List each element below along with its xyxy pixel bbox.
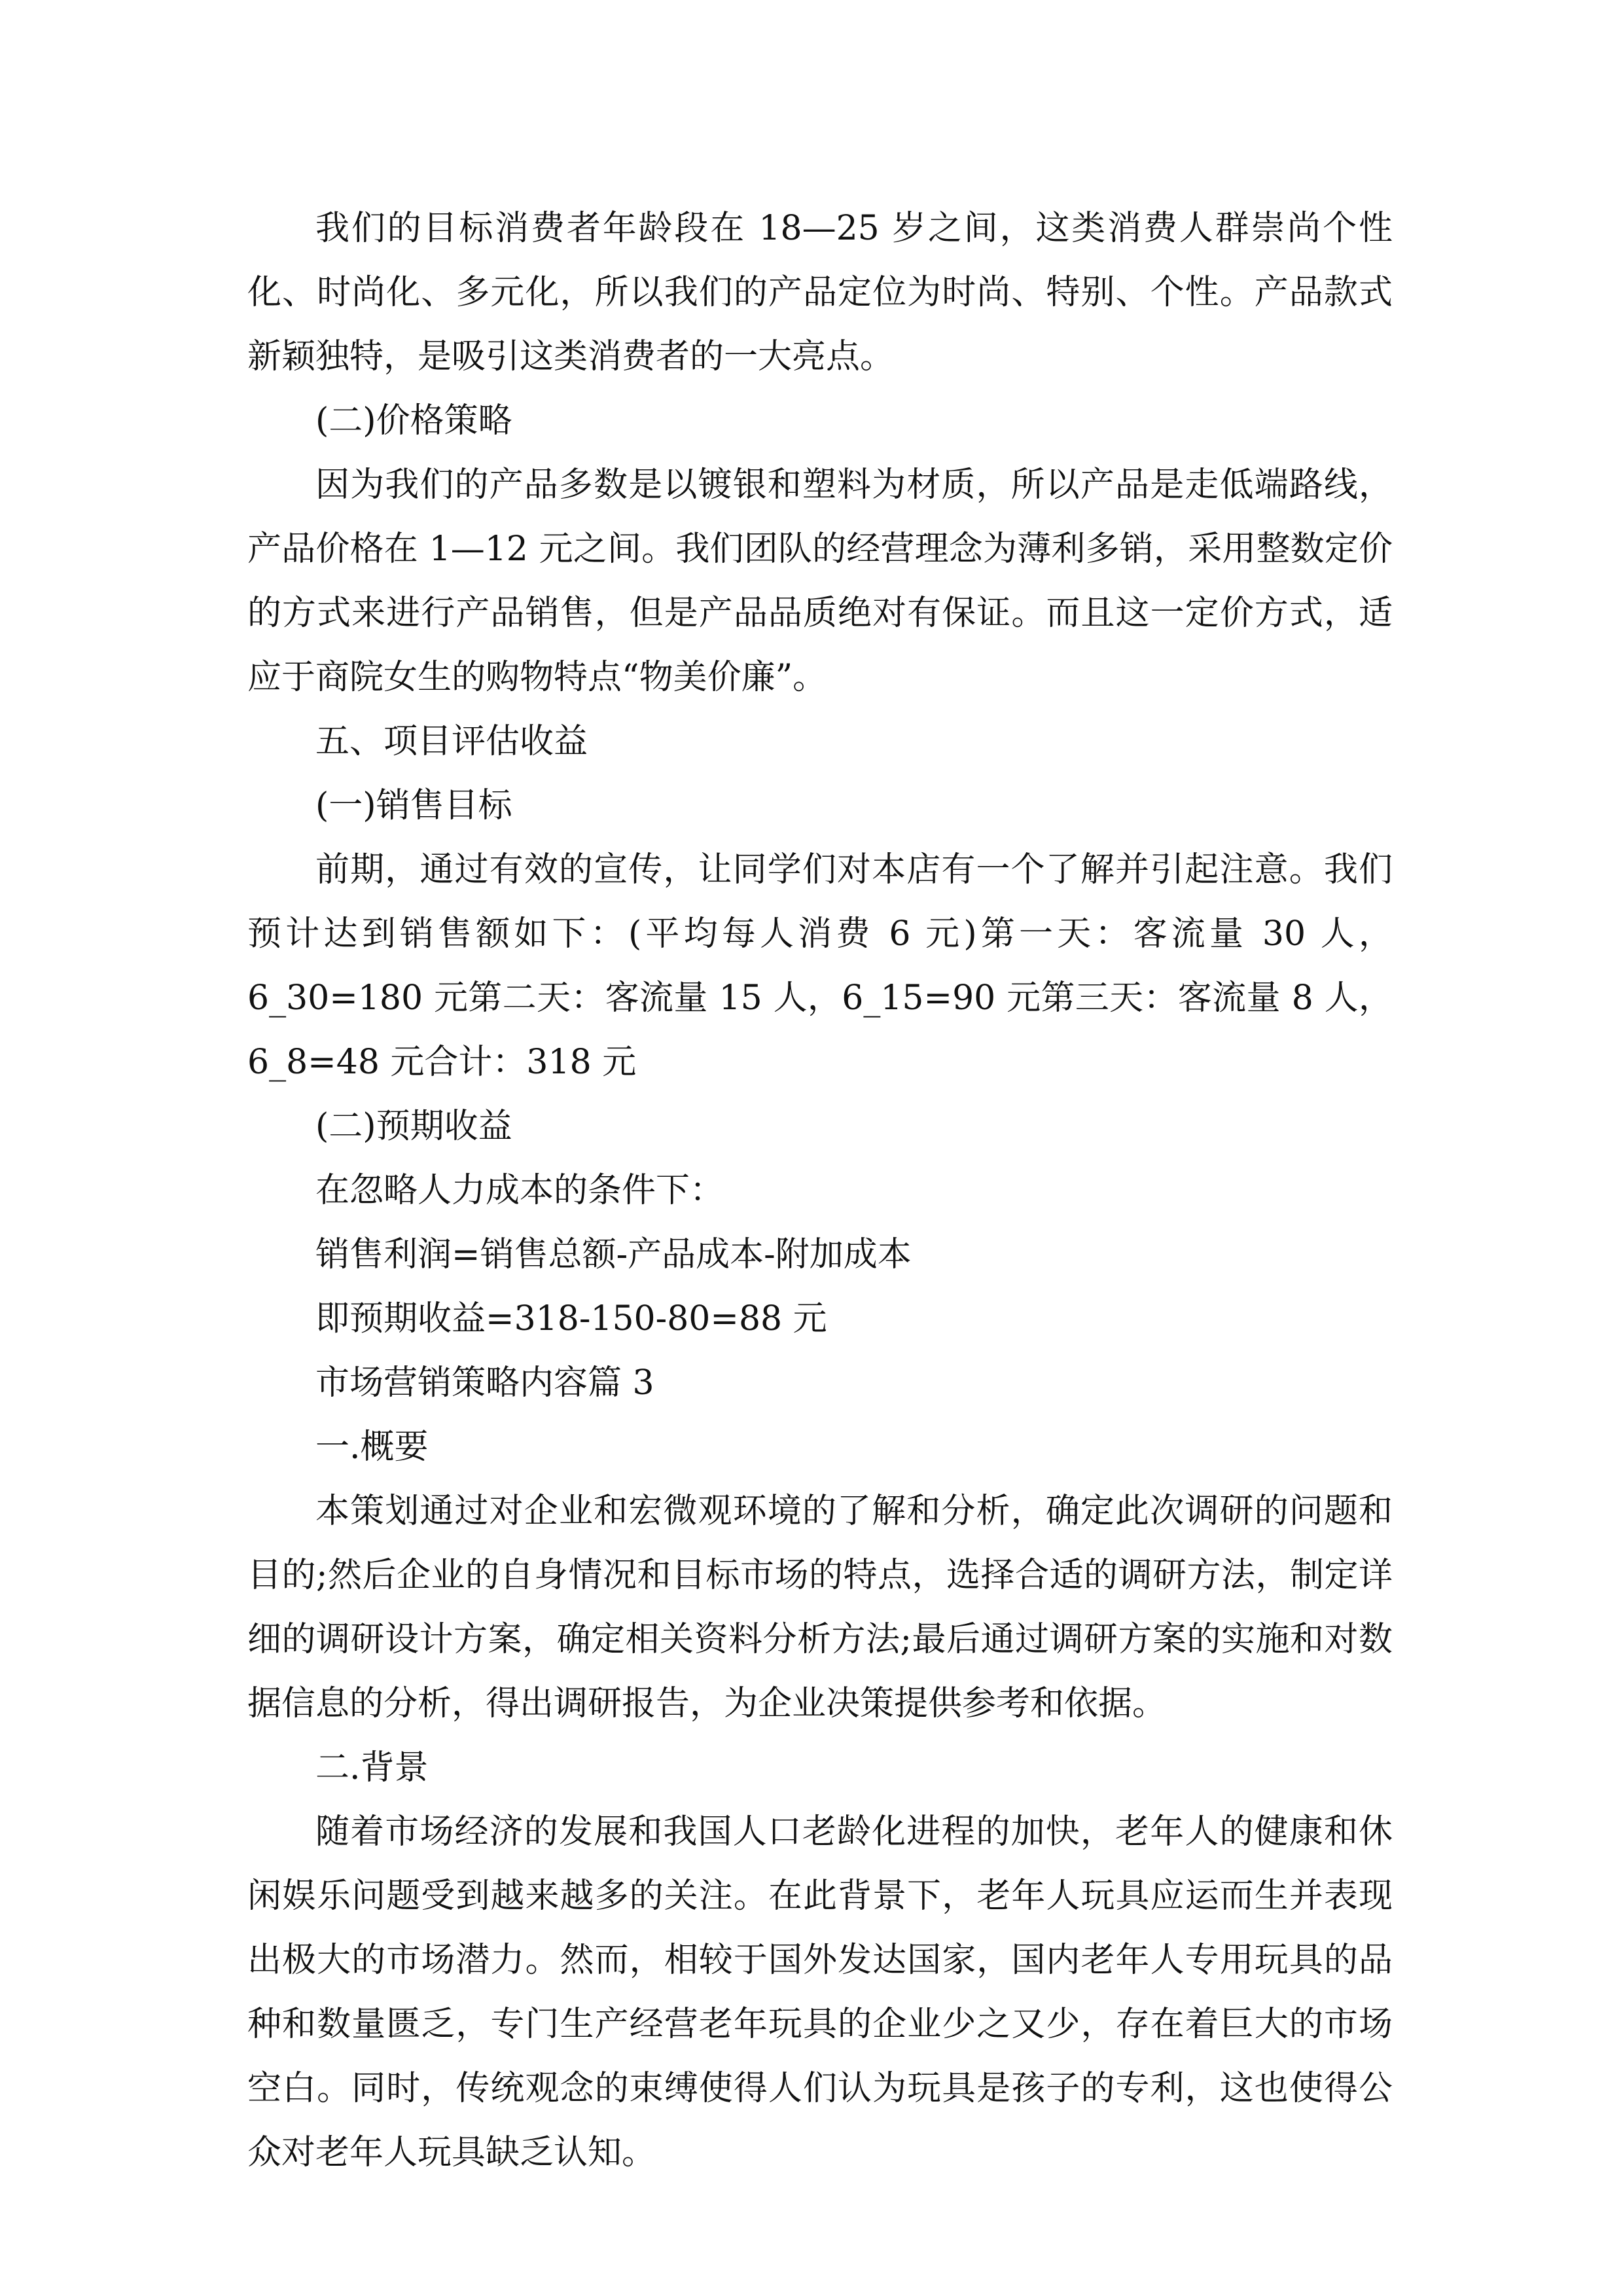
line-expected-income: 即预期收益=318-150-80=88 元 — [315, 1299, 827, 1338]
paragraph-overview: 本策划通过对企业和宏微观环境的了解和分析，确定此次调研的问题和目的;然后企业的自身情况和目标市场的特点，选择合适的调研方法，制定详细的调研设计方案，确定相关资料分析方法;最后通过调研方案的实施和对数据信息的分析，得出调研报告，为企业决策提供参考和依据。 — [247, 1492, 1393, 1723]
document-body — [247, 196, 1393, 2185]
heading-overview: 一.概要 — [315, 1427, 429, 1467]
heading-project-evaluation: 五、项目评估收益 — [315, 722, 588, 761]
heading-sales-target: (一)销售目标 — [315, 786, 512, 825]
line-profit-formula: 销售利润=销售总额-产品成本-附加成本 — [315, 1235, 912, 1274]
heading-expected-income: (二)预期收益 — [315, 1107, 512, 1146]
line-condition: 在忽略人力成本的条件下： — [315, 1171, 724, 1210]
heading-background: 二.背景 — [315, 1748, 429, 1787]
heading-pricing-strategy: (二)价格策略 — [315, 401, 512, 440]
paragraph-pricing: 因为我们的产品多数是以镀银和塑料为材质，所以产品是走低端路线，产品价格在 1—12 元之间。我们团队的经营理念为薄利多销，采用整数定价的方式来进行产品销售，但是产品品质绝对有保证。而且这一定价方式，适应于商院女生的购物特点“物美价廉”。 — [247, 465, 1393, 697]
paragraph-target-consumers: 我们的目标消费者年龄段在 18—25 岁之间，这类消费人群崇尚个性化、时尚化、多元化，所以我们的产品定位为时尚、特别、个性。产品款式新颖独特，是吸引这类消费者的一大亮点。 — [247, 209, 1393, 376]
paragraph-background: 随着市场经济的发展和我国人口老龄化进程的加快，老年人的健康和休闲娱乐问题受到越来越多的关注。在此背景下，老年人玩具应运而生并表现出极大的市场潜力。然而，相较于国外发达国家，国内老年人专用玩具的品种和数量匮乏，专门生产经营老年玩具的企业少之又少，存在着巨大的市场空白。同时，传统观念的束缚使得人们认为玩具是孩子的专利，这也使得公众对老年人玩具缺乏认知。 — [247, 1812, 1393, 2172]
heading-article-3: 市场营销策略内容篇 3 — [315, 1363, 654, 1403]
paragraph-sales-target: 前期，通过有效的宣传，让同学们对本店有一个了解并引起注意。我们预计达到销售额如下：(平均每人消费 6 元)第一天：客流量 30 人，6_30=180 元第二天：客流量 15 人，6_15=90 元第三天：客流量 8 人，6_8=48 元合计：318 元 — [247, 850, 1393, 1082]
